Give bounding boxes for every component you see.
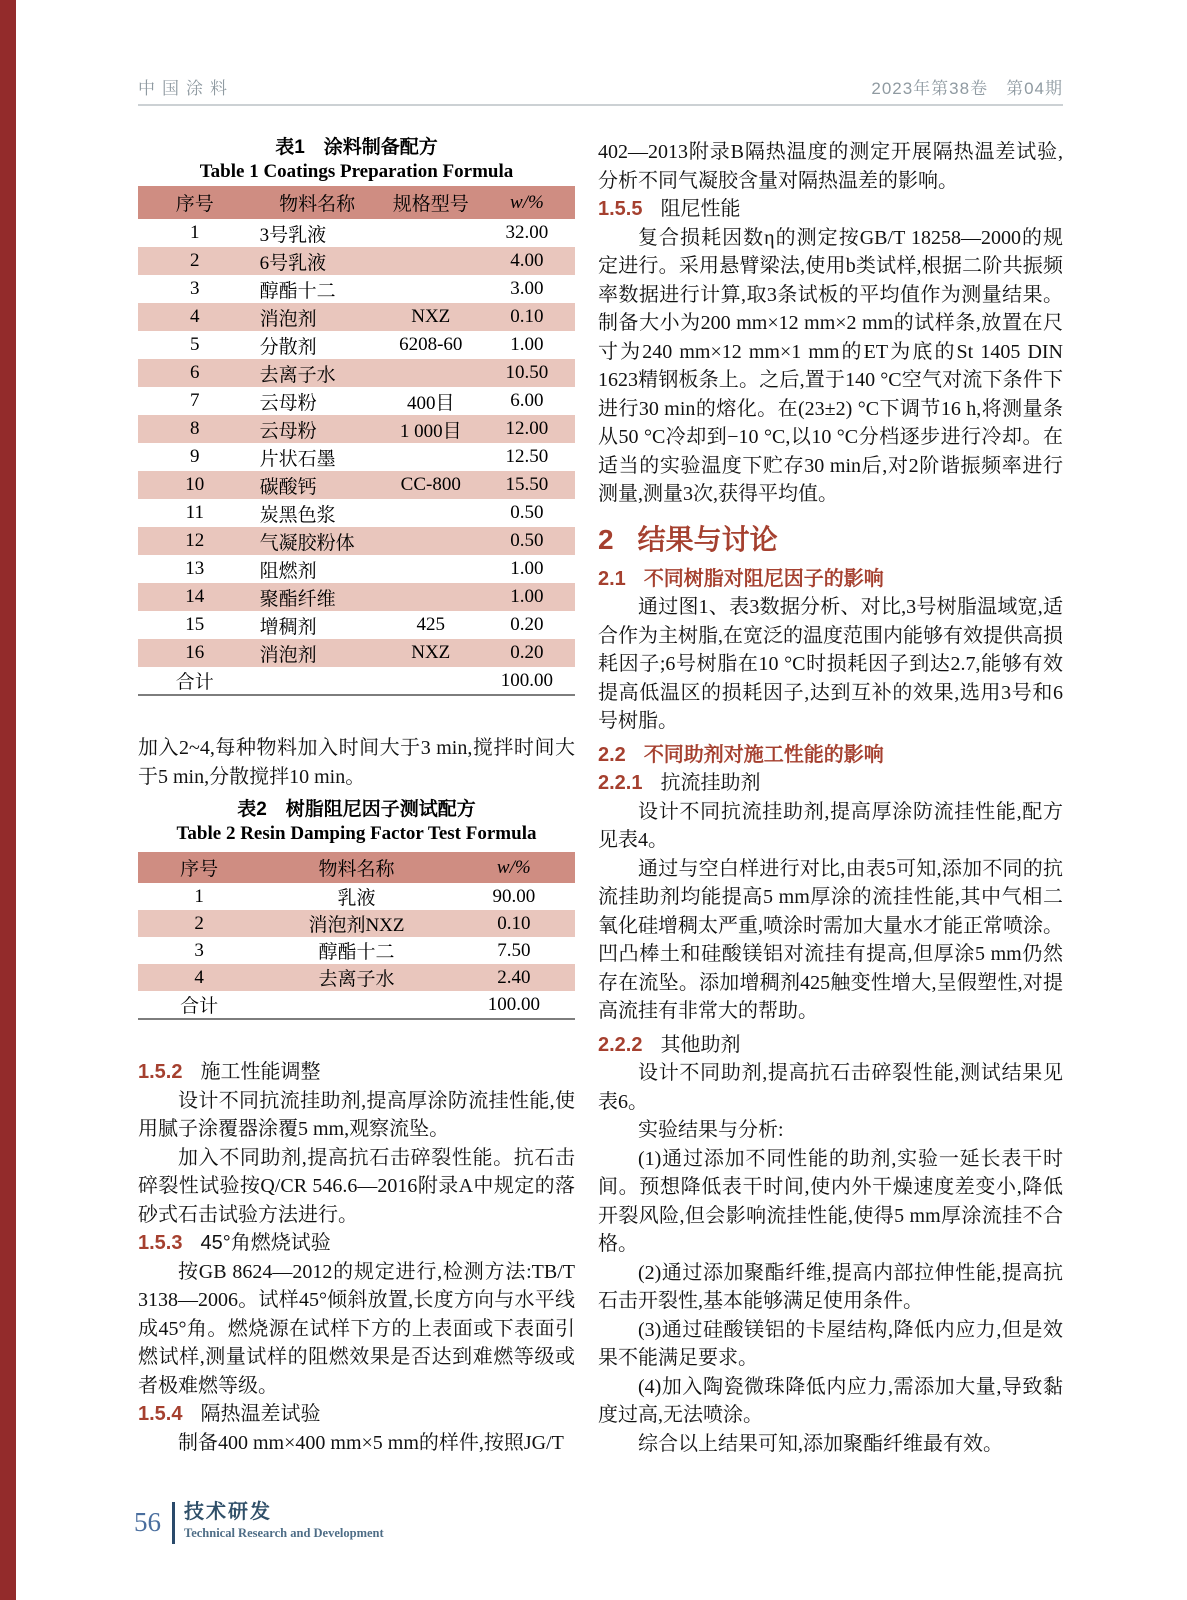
journal-name: 中国涂料 (138, 79, 234, 98)
table-cell: 32.00 (505, 222, 549, 243)
table-cell: 400目 (407, 392, 455, 414)
table-cell: 15.50 (505, 474, 549, 495)
table-row (138, 471, 575, 499)
chapter-number: 2 (598, 523, 614, 555)
table-header-row (138, 852, 575, 883)
table-cell: 消泡剂 (259, 308, 317, 330)
continuation-paragraph: 402—2013附录B隔热温度的测定开展隔热温差试验,分析不同气凝胶含量对隔热温差的影响。 (598, 141, 1063, 192)
header-cell: 序号 (138, 852, 260, 883)
table-row (138, 443, 575, 471)
footer-section-cn: 技术研发 (184, 1501, 272, 1523)
section-number: 1.5.4 (138, 1403, 183, 1425)
footer-section (184, 1501, 384, 1541)
table-row (138, 275, 575, 303)
header-cell: w/% (453, 852, 575, 883)
paragraph: 复合损耗因数η的测定按GB/T 18258—2000的规定进行。采用悬臂梁法,使用b类试样,根据二阶共振频率数据进行计算,取3条试板的平均值作为测量结果。制备大小为200 mm×12 mm×2 mm的试样条,放置在尺寸为240 mm×12 mm×1 mm的ET为底的St 1405 DIN 1623精钢板条上。之后,置于140 °C空气对流下条件下进行30 min的熔化。在(23±2) °C下调节16 h,将测量条从50 °C冷却到−10 °C,以10 °C分档逐步进行冷却。在适当的实验温度下贮存30 min后,对2阶谐振频率进行测量,测量3次,获得平均值。 (598, 226, 1063, 505)
table-cell: 片状石墨 (259, 448, 336, 470)
section-heading-154 (138, 1400, 575, 1429)
paragraph: 设计不同抗流挂助剂,提高厚涂防流挂性能,使用腻子涂覆器涂覆5 mm,观察流坠。 (138, 1089, 575, 1140)
table-cell: 13 (185, 558, 205, 579)
table-cell: 去离子水 (259, 364, 336, 386)
issue-info: 2023年第38卷 第04期 (871, 79, 1063, 98)
table-cell: 消泡剂NXZ (308, 915, 405, 936)
table-cell: 0.50 (510, 502, 544, 523)
table-cell: 3 (190, 278, 200, 299)
table-cell: 14 (185, 586, 205, 607)
left-edge-stripe (0, 0, 16, 1600)
table-row (138, 499, 575, 527)
paragraph: 综合以上结果可知,添加聚酯纤维最有效。 (638, 1432, 1003, 1455)
table-cell (252, 667, 383, 695)
table-row (138, 964, 575, 991)
table-cell: 100.00 (487, 993, 540, 1015)
table-cell: 1 (194, 885, 204, 907)
table-cell (383, 359, 479, 387)
table-cell: 2.40 (497, 966, 531, 988)
table-row (138, 910, 575, 937)
paragraph: 实验结果与分析: (638, 1119, 784, 1141)
section-heading-153 (138, 1229, 575, 1258)
table-cell (383, 443, 479, 471)
table-cell: 醇酯十二 (318, 942, 395, 963)
paragraph: 加入不同助剂,提高抗石击碎裂性能。抗石击碎裂性试验按Q/CR 546.6—2016附录A中规定的落砂式石击试验方法进行。 (138, 1146, 575, 1226)
table-cell: 15 (185, 614, 205, 635)
table-cell (383, 583, 479, 611)
paragraph: (3)通过硅酸镁铝的卡屋结构,降低内应力,但是效果不能满足要求。 (598, 1318, 1063, 1369)
right-column (598, 130, 1063, 1458)
table-cell: 10.50 (505, 362, 549, 383)
table-cell: 7.50 (497, 939, 531, 961)
table-cell: 2 (194, 912, 204, 934)
table-cell (383, 499, 479, 527)
continuation-paragraph: 加入2~4,每种物料加入时间大于3 min,搅拌时间大于5 min,分散搅拌10 min。 (138, 737, 575, 788)
table-cell: CC-800 (400, 474, 461, 495)
table-cell: 4 (190, 306, 200, 327)
table-cell: 4.00 (510, 250, 544, 271)
table-row (138, 359, 575, 387)
table-row (138, 527, 575, 555)
table-cell: 5 (190, 334, 200, 355)
table-cell: 6208-60 (399, 334, 463, 355)
section-heading-152 (138, 1058, 575, 1087)
table-cell: 3 (194, 939, 204, 961)
table-cell: 分散剂 (259, 336, 317, 358)
table-cell: 12.50 (505, 446, 549, 467)
section-heading-21 (598, 565, 1063, 594)
table-cell: 100.00 (500, 669, 554, 691)
table-row (138, 331, 575, 359)
table-row (138, 387, 575, 415)
paragraph: 设计不同抗流挂助剂,提高厚涂防流挂性能,配方见表4。 (598, 800, 1063, 851)
table-cell: 0.20 (510, 642, 544, 663)
table-cell (383, 667, 479, 695)
table-row (138, 303, 575, 331)
table-cell: 云母粉 (259, 420, 317, 442)
header-cell: 物料名称 (260, 852, 452, 883)
table-cell: 4 (194, 966, 204, 988)
page-number: 56 (134, 1507, 161, 1537)
table2-title-en: Table 2 Resin Damping Factor Test Formula (176, 823, 537, 844)
table-cell: 聚酯纤维 (259, 588, 336, 610)
table2-title-cn: 表2 树脂阻尼因子测试配方 (237, 799, 476, 820)
section-number: 1.5.3 (138, 1232, 183, 1254)
section-title: 施工性能调整 (200, 1061, 321, 1083)
table-row (138, 583, 575, 611)
paragraph: 制备400 mm×400 mm×5 mm的样件,按照JG/T (178, 1431, 564, 1454)
table-cell: 9 (190, 446, 200, 467)
table-cell: 11 (185, 502, 204, 523)
table-cell: 合计 (180, 996, 219, 1017)
table-cell: 3号乳液 (259, 224, 327, 246)
section-title: 不同助剂对施工性能的影响 (643, 743, 884, 766)
table-cell: 425 (416, 614, 446, 635)
table-cell: 3.00 (510, 278, 544, 299)
table-cell: 16 (185, 642, 205, 663)
table-cell: 1.00 (510, 558, 544, 579)
table-cell: 增稠剂 (259, 616, 317, 638)
header-cell: 序号 (138, 186, 252, 219)
table-row (138, 415, 575, 443)
table-row (138, 219, 575, 247)
paragraph: 通过图1、表3数据分析、对比,3号树脂温域宽,适合作为主树脂,在宽泛的温度范围内能够有效提供高损耗因子;6号树脂在10 °C时损耗因子到达2.7,能够有效提高低温区的损耗因子,达到互补的效果,选用3号和6号树脂。 (598, 596, 1063, 732)
section-number: 1.5.5 (598, 198, 643, 220)
table-cell: 6.00 (510, 390, 544, 411)
section-title: 45°角燃烧试验 (200, 1232, 331, 1254)
paragraph: 通过与空白样进行对比,由表5可知,添加不同的抗流挂助剂均能提高5 mm厚涂的流挂性能,其中气相二氧化硅增稠太严重,喷涂时需加大量水才能正常喷涂。凹凸棒土和硅酸镁铝对流挂有提高,但厚涂5 mm仍然存在流坠。添加增稠剂425触变性增大,呈假塑性,对提高流挂有非常大的帮助。 (598, 857, 1063, 1022)
table1 (138, 186, 575, 696)
section-heading-221 (598, 769, 1063, 798)
table1-block (138, 136, 575, 184)
table-cell: 云母粉 (259, 392, 317, 414)
table-row (138, 555, 575, 583)
table-row (138, 667, 575, 695)
table1-title-en: Table 1 Coatings Preparation Formula (199, 161, 514, 182)
section-heading-155 (598, 195, 1063, 224)
section-title: 隔热温差试验 (200, 1403, 321, 1425)
paragraph: 按GB 8624—2012的规定进行,检测方法:TB/T 3138—2006。试样45°倾斜放置,长度方向与水平线成45°角。燃烧源在试样下方的上表面或下表面引燃试样,测量试样的阻燃效果是否达到难燃等级或者极难燃等级。 (138, 1260, 575, 1397)
table-cell: 去离子水 (318, 969, 395, 990)
paragraph: (4)加入陶瓷微珠降低内应力,需添加大量,导致黏度过高,无法喷涂。 (598, 1375, 1063, 1426)
table-cell: 6号乳液 (259, 252, 327, 274)
section-heading-22 (598, 741, 1063, 770)
table-row (138, 991, 575, 1019)
table-cell (260, 991, 452, 1019)
chapter-title: 结果与讨论 (637, 523, 778, 555)
table-cell: NXZ (411, 642, 451, 663)
table-row (138, 883, 575, 910)
table-cell: 90.00 (492, 885, 536, 907)
table-cell: NXZ (411, 306, 451, 327)
table-cell: 12 (185, 530, 205, 551)
table-cell: 合计 (175, 672, 214, 693)
page-header (138, 72, 1063, 106)
table-cell: 6 (190, 362, 200, 383)
table-cell: 乳液 (337, 888, 376, 909)
table-cell: 2 (190, 250, 200, 271)
table2 (138, 852, 575, 1020)
table-cell (383, 247, 479, 275)
table-cell (383, 219, 479, 247)
left-sections (138, 1058, 575, 1457)
table-cell: 醇酯十二 (259, 280, 336, 302)
table-cell: 10 (185, 474, 205, 495)
table-cell (383, 275, 479, 303)
table-cell: 12.00 (505, 418, 549, 439)
table-cell: 碳酸钙 (259, 476, 317, 498)
section-number: 2.2 (598, 743, 626, 766)
table-cell: 消泡剂 (259, 644, 317, 666)
footer-section-en: Technical Research and Development (184, 1526, 384, 1540)
table-cell: 0.10 (510, 306, 544, 327)
section-title: 其他助剂 (660, 1033, 741, 1056)
table-cell (383, 527, 479, 555)
section-number: 1.5.2 (138, 1061, 183, 1083)
table-cell: 气凝胶粉体 (259, 532, 355, 554)
section-number: 2.1 (598, 567, 626, 590)
chapter-heading (598, 521, 1063, 559)
section-number: 2.2.1 (598, 772, 643, 794)
section-title: 阻尼性能 (660, 198, 741, 220)
header-cell: w/% (479, 186, 575, 219)
table-header-row (138, 186, 575, 219)
section-title: 不同树脂对阻尼因子的影响 (643, 567, 884, 590)
table-cell: 1 (190, 222, 200, 243)
footer-divider (172, 1502, 175, 1544)
table-cell: 阻燃剂 (259, 560, 317, 582)
table-cell: 1.00 (510, 334, 544, 355)
table-cell: 0.20 (510, 614, 544, 635)
table-row (138, 611, 575, 639)
section-number: 2.2.2 (598, 1033, 643, 1056)
table-row (138, 639, 575, 667)
table-cell: 1.00 (510, 586, 544, 607)
table-cell (383, 555, 479, 583)
header-cell: 规格型号 (383, 186, 479, 219)
table-cell: 7 (190, 390, 200, 411)
paragraph: 设计不同助剂,提高抗石击碎裂性能,测试结果见表6。 (598, 1062, 1063, 1113)
paragraph: (1)通过添加不同性能的助剂,实验一延长表干时间。预想降低表干时间,使内外干燥速度差变小,降低开裂风险,但会影响流挂性能,使得5 mm厚涂流挂不合格。 (598, 1147, 1063, 1255)
header-cell: 物料名称 (252, 186, 383, 219)
table-row (138, 247, 575, 275)
table2-block (138, 798, 575, 846)
table-cell: 0.10 (497, 912, 531, 934)
table-row (138, 937, 575, 964)
table-cell: 炭黑色浆 (259, 504, 336, 526)
page-footer (134, 1501, 384, 1544)
table1-title-cn: 表1 涂料制备配方 (275, 137, 438, 158)
table-cell: 0.50 (510, 530, 544, 551)
paragraph: (2)通过添加聚酯纤维,提高内部拉伸性能,提高抗石击开裂性,基本能够满足使用条件。 (598, 1261, 1063, 1312)
section-heading-222 (598, 1031, 1063, 1060)
table-cell: 8 (190, 418, 200, 439)
table-cell: 1 000目 (399, 420, 462, 442)
section-title: 抗流挂助剂 (660, 772, 761, 794)
